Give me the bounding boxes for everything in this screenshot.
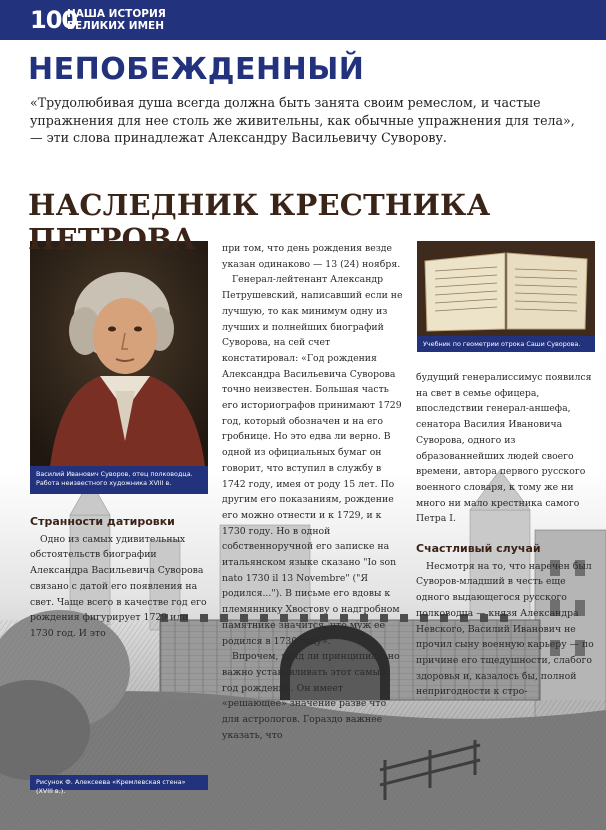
portrait-image	[30, 241, 208, 487]
text-column-2	[222, 241, 404, 744]
series-title-line-2: ВЕЛИКИХ ИМЕН	[67, 20, 165, 32]
subheading-lucky-chance: Счастливый случай	[416, 542, 541, 556]
section-title: НАСЛЕДНИК КРЕСТНИКА ПЕТРОВА	[28, 188, 491, 256]
series-title-line-1: НАША ИСТОРИЯ	[67, 8, 166, 20]
paragraph: Генерал-лейтенант Александр Петрушевский, написавший если не лучшую, то как минимум одну из лучших и полнейших биографий Суворова, на сей счет констатировал: «Год рождения Александра Васильевича Суворова точно неизвестен. Большая часть его историографов принимают 1729 год, который обозначен и на его гробнице. Но это едва ли верно. В одной из официальных бумаг он говорит, что вступил в службу в 1742 году, имея от роду 15 лет. По другим его показаниям, рождение его можно отнести и к 1729, и к 1730 году. Но в одной собственноручной его записке на итальянском языке сказано "Io son nato 1730 il 13 Novembre" ("Я родился..."). В письме его вдовы к племяннику Хвостову о надгробном памятнике значится, что муж ее родился в 1730 году».	[222, 274, 403, 647]
portrait-caption: Василий Иванович Суворов, отец полководца. Работа неизвестного художника XVIII в.	[30, 466, 208, 494]
text-column-3	[416, 370, 596, 700]
paragraph: Впрочем, вряд ли принципиально важно устанавливать этот самый год рождения. Он имеет «решающее» значение разве что для астрологов. Гораздо важнее указать, что	[222, 651, 400, 741]
paragraph: Одно из самых удивительных обстоятельств биографии Александра Васильевича Суворова связано с датой его появления на свет. Чаще всего в качестве год его рождения фигурирует 1729 или 1730 год. И это	[30, 533, 207, 639]
article-title: НЕПОБЕЖДЕННЫЙ	[28, 52, 365, 87]
lead-quote: «Трудолюбивая душа всегда должна быть занята своим ремеслом, и частые упражнения для нее столь же живительны, как обычные упражнения для тела», — эти слова принадлежат Александру Васильевичу Суворову.	[30, 95, 575, 145]
series-number: 100	[30, 6, 78, 34]
engraving-caption: Рисунок Ф. Алексеева «Кремлевская стена» (XVIII в.).	[30, 775, 208, 790]
paragraph: Несмотря на то, что наречен был Суворов-младший в честь еще одного выдающегося русского полководца — князя Александра Невского, Василий Иванович не прочил сыну военную карьеру — по причине его тщедушности, слабого здоровья и, казалось бы, полной непригодности к стро-	[416, 560, 594, 698]
subheading-dating: Странности датировки	[30, 515, 175, 528]
paragraph: при том, что день рождения везде указан одинаково — 13 (24) ноября.	[222, 243, 401, 270]
paragraph: будущий генералиссимус появился на свет в семье офицера, впоследствии генерал-аншефа, сенатора Василия Ивановича Суворова, одного из образованнейших людей своего времени, автора первого русского военного словаря, к тому же ни много ни мало крестника самого Петра I.	[416, 372, 592, 525]
book-caption: Учебник по геометрии отрока Саши Суворова.	[417, 336, 595, 352]
series-header-bar	[0, 0, 606, 40]
text-column-1	[30, 514, 208, 642]
